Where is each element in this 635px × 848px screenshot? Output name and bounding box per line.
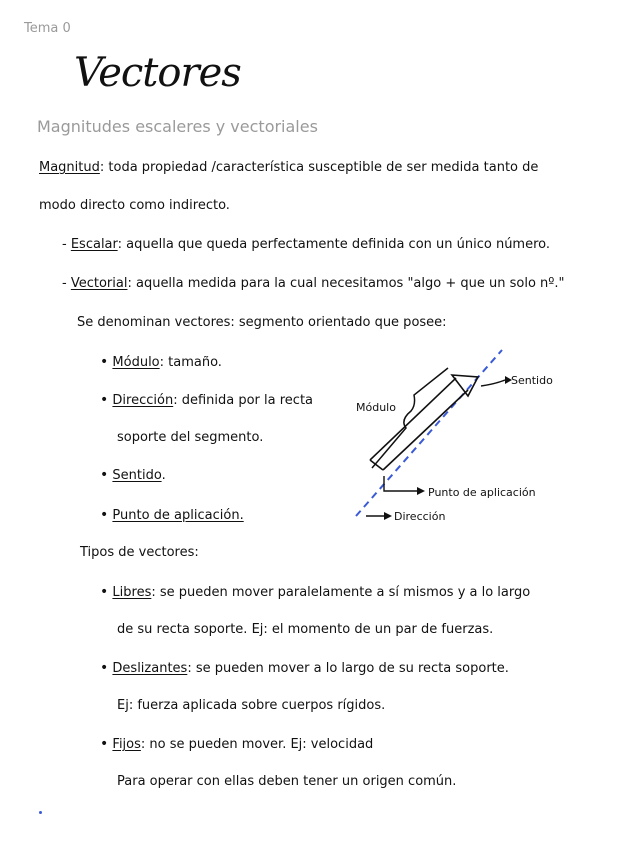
libres-term: Libres	[112, 585, 152, 600]
sentido-pointer	[481, 380, 505, 386]
modulo-text: : tamaño.	[159, 355, 222, 370]
page-title: Vectores	[74, 50, 241, 96]
bullet: •	[100, 584, 109, 600]
bullet: •	[100, 660, 109, 676]
modulo-brace	[372, 368, 448, 468]
direccion-pointer-head	[384, 512, 392, 520]
list-item-deslizantes	[100, 660, 509, 677]
bullet: •	[100, 507, 109, 523]
label-sentido: Sentido	[511, 374, 553, 387]
escalar-term: Escalar	[70, 237, 118, 252]
direccion-text: : definida por la recta	[173, 393, 314, 408]
list-item-libres	[100, 584, 530, 601]
magnitud-text: : toda propiedad /característica susceptible de ser medida tanto de	[99, 160, 539, 175]
deslizantes-cont: Ej: fuerza aplicada sobre cuerpos rígidos.	[117, 698, 386, 713]
bullet: •	[100, 392, 109, 408]
direccion-cont: soporte del segmento.	[117, 430, 264, 445]
vectores-intro: Se denominan vectores: segmento orientado que posee:	[77, 315, 447, 330]
bullet: •	[100, 467, 109, 483]
magnitud-definition-cont: modo directo como indirecto.	[39, 198, 230, 213]
list-item-fijos	[100, 736, 373, 753]
vector-side-left	[370, 378, 456, 460]
deslizantes-term: Deslizantes	[112, 661, 188, 676]
section-subtitle: Magnitudes escaleres y vectoriales	[37, 117, 318, 136]
fijos-text: : no se pueden mover. Ej: velocidad	[140, 737, 374, 752]
bullet: •	[100, 736, 109, 752]
libres-cont: de su recta soporte. Ej: el momento de un par de fuerzas.	[117, 622, 494, 637]
dash: -	[62, 237, 67, 252]
modulo-term: Módulo	[112, 355, 160, 370]
punto-pointer-head	[417, 487, 425, 495]
fijos-term: Fijos	[112, 737, 141, 752]
sentido-text: .	[161, 468, 166, 483]
label-modulo: Módulo	[356, 401, 396, 414]
topic-label: Tema 0	[24, 21, 71, 36]
bullet: •	[100, 354, 109, 370]
libres-text: : se pueden mover paralelamente a sí mismos y a lo largo	[151, 585, 531, 600]
ink-dot	[39, 811, 42, 814]
label-punto: Punto de aplicación	[428, 486, 536, 499]
label-direccion: Dirección	[394, 510, 446, 523]
punto-term: Punto de aplicación.	[112, 508, 244, 523]
fijos-cont: Para operar con ellas deben tener un origen común.	[117, 774, 457, 789]
sentido-term: Sentido	[112, 468, 162, 483]
tipos-heading: Tipos de vectores:	[80, 545, 199, 560]
magnitud-term: Magnitud	[39, 160, 100, 175]
vectorial-term: Vectorial	[70, 276, 128, 291]
deslizantes-text: : se pueden mover a lo largo de su recta soporte.	[187, 661, 509, 676]
escalar-text: : aquella que queda perfectamente definida con un único número.	[117, 237, 551, 252]
direccion-term: Dirección	[112, 393, 174, 408]
dash: -	[62, 276, 67, 291]
vector-base	[370, 460, 383, 470]
vectorial-text: : aquella medida para la cual necesitamos "algo + que un solo nº."	[127, 276, 565, 291]
